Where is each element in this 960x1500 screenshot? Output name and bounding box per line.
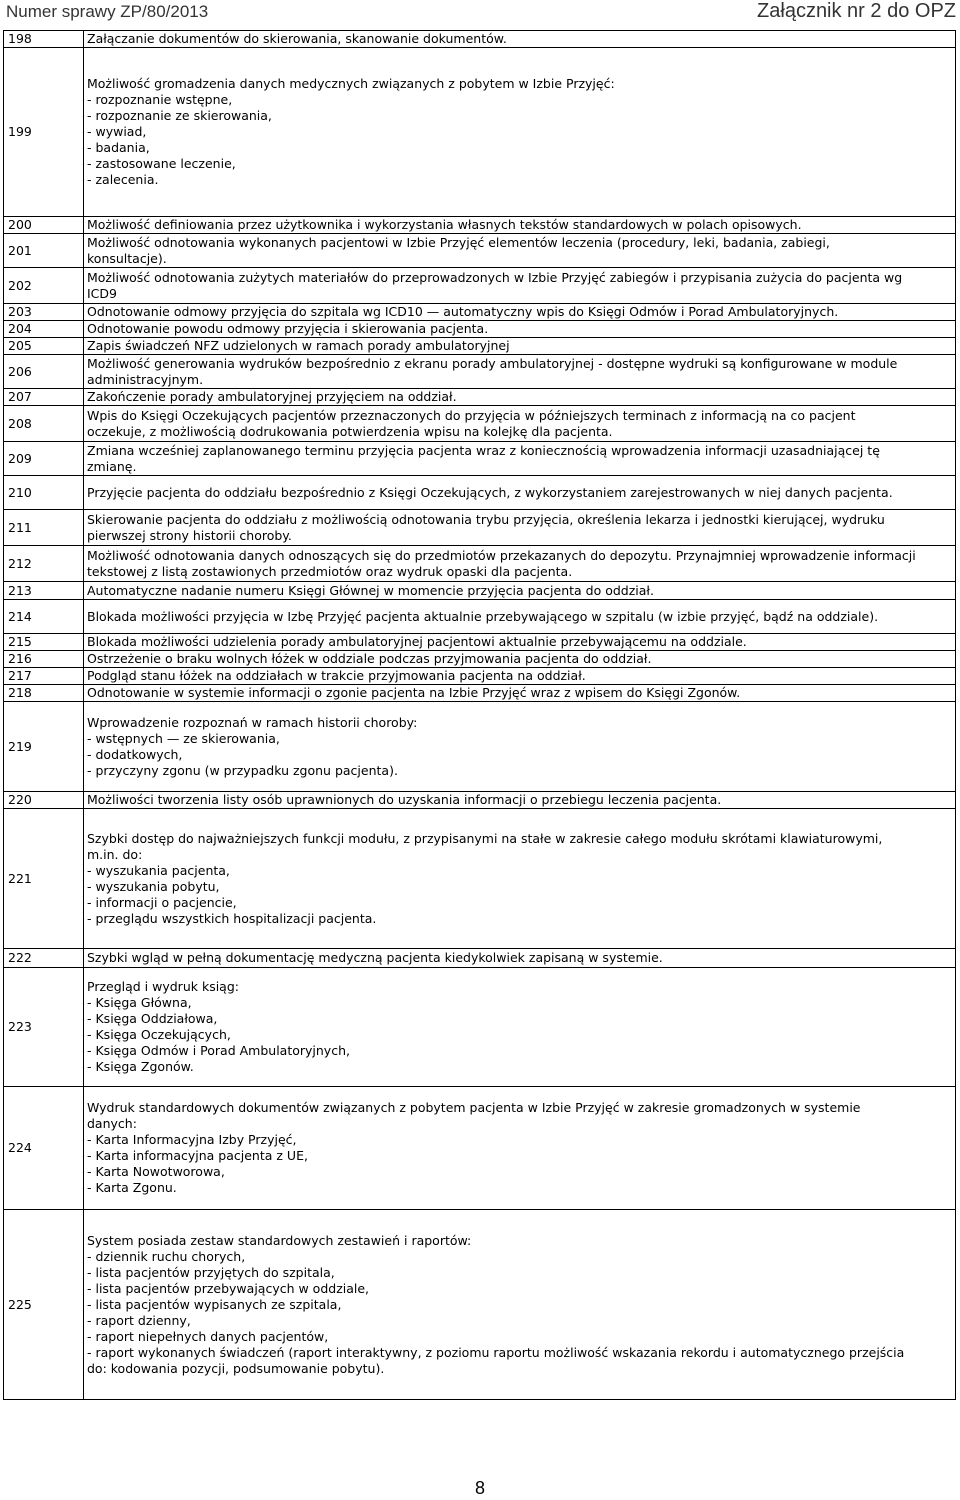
description-line: - lista pacjentów przebywających w oddziale, bbox=[87, 1280, 370, 1296]
description-line: Zakończenie porady ambulatoryjnej przyjęciem na oddział. bbox=[87, 389, 457, 404]
page-header bbox=[0, 0, 960, 28]
row-number: 221 bbox=[4, 809, 84, 949]
requirement-description bbox=[84, 389, 956, 406]
description-line: - rozpoznanie wstępne, bbox=[87, 92, 233, 107]
description-line: - wyszukania pacjenta, bbox=[87, 862, 230, 878]
row-number: 218 bbox=[4, 685, 84, 702]
row-number: 206 bbox=[4, 355, 84, 389]
description-line: Skierowanie pacjenta do oddziału z możliwością odnotowania trybu przyjęcia, określenia lekarza i jednostki kierującej, wydruku bbox=[87, 511, 885, 527]
description-line: Możliwość gromadzenia danych medycznych związanych z pobytem w Izbie Przyjęć: bbox=[87, 76, 615, 91]
row-number: 199 bbox=[4, 48, 84, 217]
description-line: Przyjęcie pacjenta do oddziału bezpośrednio z Księgi Oczekujących, z wykorzystaniem zarejestrowanych w niej danych pacjenta. bbox=[87, 484, 893, 500]
description-line: Blokada możliwości przyjęcia w Izbę Przyjęć pacjenta aktualnie przebywającego w szpitalu (w izbie przyjęć, bądź na oddziale). bbox=[87, 608, 879, 624]
table-row bbox=[4, 31, 956, 48]
row-number: 205 bbox=[4, 338, 84, 355]
description-line: Możliwości tworzenia listy osób uprawnionych do uzyskania informacji o przebiegu leczenia pacjenta. bbox=[87, 792, 722, 807]
description-line: - lista pacjentów przyjętych do szpitala, bbox=[87, 1264, 335, 1280]
description-line: - Karta Zgonu. bbox=[87, 1180, 177, 1195]
requirement-description bbox=[84, 406, 956, 442]
attachment-label: Załącznik nr 2 do OPZ bbox=[757, 0, 956, 22]
case-number: Numer sprawy ZP/80/2013 bbox=[6, 2, 209, 21]
table-row bbox=[4, 234, 956, 268]
description-line: System posiada zestaw standardowych zestawień i raportów: bbox=[87, 1232, 472, 1248]
page-number: 8 bbox=[474, 1478, 485, 1498]
requirement-description bbox=[84, 1087, 956, 1210]
table-row bbox=[4, 546, 956, 582]
row-number: 210 bbox=[4, 476, 84, 510]
row-number: 216 bbox=[4, 651, 84, 668]
requirement-description bbox=[84, 949, 956, 968]
requirement-description bbox=[84, 321, 956, 338]
description-line: do: kodowania pozycji, podsumowanie pobytu). bbox=[87, 1360, 385, 1376]
requirement-description bbox=[84, 792, 956, 809]
requirement-description bbox=[84, 702, 956, 792]
row-number: 198 bbox=[4, 31, 84, 48]
requirement-description bbox=[84, 634, 956, 651]
description-line: - informacji o pacjencie, bbox=[87, 894, 237, 910]
description-line: Przegląd i wydruk ksiąg: bbox=[87, 979, 239, 994]
table-row bbox=[4, 949, 956, 968]
description-line: Ostrzeżenie o braku wolnych łóżek w oddziale podczas przyjmowania pacjenta do oddział. bbox=[87, 651, 652, 666]
table-row bbox=[4, 442, 956, 476]
table-row bbox=[4, 321, 956, 338]
description-line: - raport niepełnych danych pacjentów, bbox=[87, 1328, 329, 1344]
description-line: - Karta Informacyjna Izby Przyjęć, bbox=[87, 1132, 297, 1147]
table-row bbox=[4, 1087, 956, 1210]
description-line: - dziennik ruchu chorych, bbox=[87, 1248, 246, 1264]
description-line: oczekuje, z możliwością dodrukowania potwierdzenia wpisu na kolejkę dla pacjenta. bbox=[87, 423, 613, 439]
requirement-description bbox=[84, 510, 956, 546]
description-line: Odnotowanie odmowy przyjęcia do szpitala wg ICD10 — automatyczny wpis do Księgi Odmów i Porad Ambulatoryjnych. bbox=[87, 304, 839, 319]
description-line: tekstowej z listą zostawionych przedmiotów oraz wydruk opaski dla pacjenta. bbox=[87, 563, 573, 579]
description-line: administracyjnym. bbox=[87, 371, 204, 387]
requirements-table bbox=[3, 30, 956, 1400]
table-row bbox=[4, 48, 956, 217]
description-line: zmianę. bbox=[87, 458, 137, 474]
table-row bbox=[4, 685, 956, 702]
table-row bbox=[4, 1210, 956, 1400]
description-line: pierwszej strony historii choroby. bbox=[87, 527, 292, 543]
description-line: Automatyczne nadanie numeru Księgi Głównej w momencie przyjęcia pacjenta do oddział. bbox=[87, 582, 654, 598]
requirement-description bbox=[84, 1210, 956, 1400]
description-line: - wywiad, bbox=[87, 124, 147, 139]
description-line: - Księga Odmów i Porad Ambulatoryjnych, bbox=[87, 1043, 350, 1058]
description-line: - raport dzienny, bbox=[87, 1312, 191, 1328]
description-line: danych: bbox=[87, 1116, 137, 1131]
requirement-description bbox=[84, 338, 956, 355]
row-number: 207 bbox=[4, 389, 84, 406]
description-line: Możliwość odnotowania danych odnoszących się do przedmiotów przekazanych do depozytu. Przynajmniej wprowadzenie informacji bbox=[87, 547, 916, 563]
table-row bbox=[4, 809, 956, 949]
table-row bbox=[4, 476, 956, 510]
description-line: - wstępnych — ze skierowania, bbox=[87, 730, 280, 746]
row-number: 211 bbox=[4, 510, 84, 546]
table-row bbox=[4, 792, 956, 809]
description-line: - Karta informacyjna pacjenta z UE, bbox=[87, 1148, 308, 1163]
description-line: konsultacje). bbox=[87, 250, 167, 266]
table-row bbox=[4, 304, 956, 321]
requirement-description bbox=[84, 582, 956, 600]
description-line: m.in. do: bbox=[87, 846, 143, 862]
row-number: 224 bbox=[4, 1087, 84, 1210]
description-line: - przeglądu wszystkich hospitalizacji pacjenta. bbox=[87, 910, 377, 926]
description-line: Zmiana wcześniej zaplanowanego terminu przyjęcia pacjenta wraz z koniecznością wprowadzenia informacji uzasadniającej tę bbox=[87, 442, 880, 458]
description-line: Odnotowanie w systemie informacji o zgonie pacjenta na Izbie Przyjęć wraz z wpisem do Księgi Zgonów. bbox=[87, 685, 741, 700]
description-line: ICD9 bbox=[87, 285, 117, 301]
table-row bbox=[4, 510, 956, 546]
requirement-description bbox=[84, 268, 956, 304]
row-number: 220 bbox=[4, 792, 84, 809]
table-row bbox=[4, 389, 956, 406]
description-line: - Księga Zgonów. bbox=[87, 1059, 194, 1074]
description-line: - badania, bbox=[87, 140, 150, 155]
row-number: 212 bbox=[4, 546, 84, 582]
row-number: 222 bbox=[4, 949, 84, 968]
description-line: - Księga Oddziałowa, bbox=[87, 1011, 218, 1026]
table-row bbox=[4, 668, 956, 685]
description-line: - lista pacjentów wypisanych ze szpitala, bbox=[87, 1296, 342, 1312]
requirement-description bbox=[84, 968, 956, 1087]
requirement-description bbox=[84, 442, 956, 476]
requirement-description bbox=[84, 668, 956, 685]
table-row bbox=[4, 968, 956, 1087]
table-row bbox=[4, 651, 956, 668]
description-line: - Karta Nowotworowa, bbox=[87, 1164, 225, 1179]
table-row bbox=[4, 338, 956, 355]
row-number: 202 bbox=[4, 268, 84, 304]
description-line: - wyszukania pobytu, bbox=[87, 878, 220, 894]
table-row bbox=[4, 634, 956, 651]
row-number: 204 bbox=[4, 321, 84, 338]
description-line: - zalecenia. bbox=[87, 172, 159, 187]
description-line: Możliwość generowania wydruków bezpośrednio z ekranu porady ambulatoryjnej - dostępne wydruki są konfigurowane w module bbox=[87, 355, 898, 371]
description-line: Szybki dostęp do najważniejszych funkcji modułu, z przypisanymi na stałe w zakresie całego modułu skrótami klawiaturowymi, bbox=[87, 830, 883, 846]
requirement-description bbox=[84, 476, 956, 510]
requirement-description bbox=[84, 48, 956, 217]
row-number: 208 bbox=[4, 406, 84, 442]
description-line: Możliwość odnotowania wykonanych pacjentowi w Izbie Przyjęć elementów leczenia (procedury, leki, badania, zabiegi, bbox=[87, 234, 830, 250]
description-line: Odnotowanie powodu odmowy przyjęcia i skierowania pacjenta. bbox=[87, 321, 489, 336]
requirement-description bbox=[84, 651, 956, 668]
row-number: 209 bbox=[4, 442, 84, 476]
row-number: 223 bbox=[4, 968, 84, 1087]
description-line: - rozpoznanie ze skierowania, bbox=[87, 108, 272, 123]
row-number: 217 bbox=[4, 668, 84, 685]
table-row bbox=[4, 268, 956, 304]
table-row bbox=[4, 600, 956, 634]
table-row bbox=[4, 702, 956, 792]
requirement-description bbox=[84, 546, 956, 582]
table-row bbox=[4, 582, 956, 600]
description-line: Możliwość definiowania przez użytkownika i wykorzystania własnych tekstów standardowych w polach opisowych. bbox=[87, 217, 802, 232]
description-line: - przyczyny zgonu (w przypadku zgonu pacjenta). bbox=[87, 762, 398, 778]
requirement-description bbox=[84, 31, 956, 48]
row-number: 215 bbox=[4, 634, 84, 651]
row-number: 203 bbox=[4, 304, 84, 321]
table-row bbox=[4, 355, 956, 389]
description-line: - Księga Główna, bbox=[87, 995, 192, 1010]
description-line: - dodatkowych, bbox=[87, 746, 183, 762]
description-line: Szybki wgląd w pełną dokumentację medyczną pacjenta kiedykolwiek zapisaną w systemie. bbox=[87, 950, 663, 965]
requirement-description bbox=[84, 685, 956, 702]
row-number: 201 bbox=[4, 234, 84, 268]
row-number: 225 bbox=[4, 1210, 84, 1400]
description-line: Zapis świadczeń NFZ udzielonych w ramach porady ambulatoryjnej bbox=[87, 338, 510, 353]
requirement-description bbox=[84, 600, 956, 634]
description-line: Załączanie dokumentów do skierowania, skanowanie dokumentów. bbox=[87, 31, 507, 46]
requirement-description bbox=[84, 304, 956, 321]
table-row bbox=[4, 217, 956, 234]
description-line: - Księga Oczekujących, bbox=[87, 1027, 231, 1042]
row-number: 213 bbox=[4, 582, 84, 600]
description-line: - raport wykonanych świadczeń (raport interaktywny, z poziomu raportu możliwość wskazania rekordu i automatycznego przejścia bbox=[87, 1344, 905, 1360]
description-line: - zastosowane leczenie, bbox=[87, 156, 236, 171]
description-line: Wprowadzenie rozpoznań w ramach historii choroby: bbox=[87, 714, 418, 730]
description-line: Wydruk standardowych dokumentów związanych z pobytem pacjenta w Izbie Przyjęć w zakresie gromadzonych w systemie bbox=[87, 1100, 861, 1115]
requirement-description bbox=[84, 809, 956, 949]
row-number: 214 bbox=[4, 600, 84, 634]
requirement-description bbox=[84, 234, 956, 268]
table-row bbox=[4, 406, 956, 442]
description-line: Wpis do Księgi Oczekujących pacjentów przeznaczonych do przyjęcia w późniejszych terminach z informacją na co pacjent bbox=[87, 407, 856, 423]
requirement-description bbox=[84, 217, 956, 234]
row-number: 200 bbox=[4, 217, 84, 234]
description-line: Podgląd stanu łóżek na oddziałach w trakcie przyjmowania pacjenta na oddział. bbox=[87, 668, 586, 683]
description-line: Możliwość odnotowania zużytych materiałów do przeprowadzonych w Izbie Przyjęć zabiegów i przypisania zużycia do pacjenta wg bbox=[87, 269, 903, 285]
requirement-description bbox=[84, 355, 956, 389]
row-number: 219 bbox=[4, 702, 84, 792]
description-line: Blokada możliwości udzielenia porady ambulatoryjnej pacjentowi aktualnie przebywającemu na oddziale. bbox=[87, 634, 747, 649]
